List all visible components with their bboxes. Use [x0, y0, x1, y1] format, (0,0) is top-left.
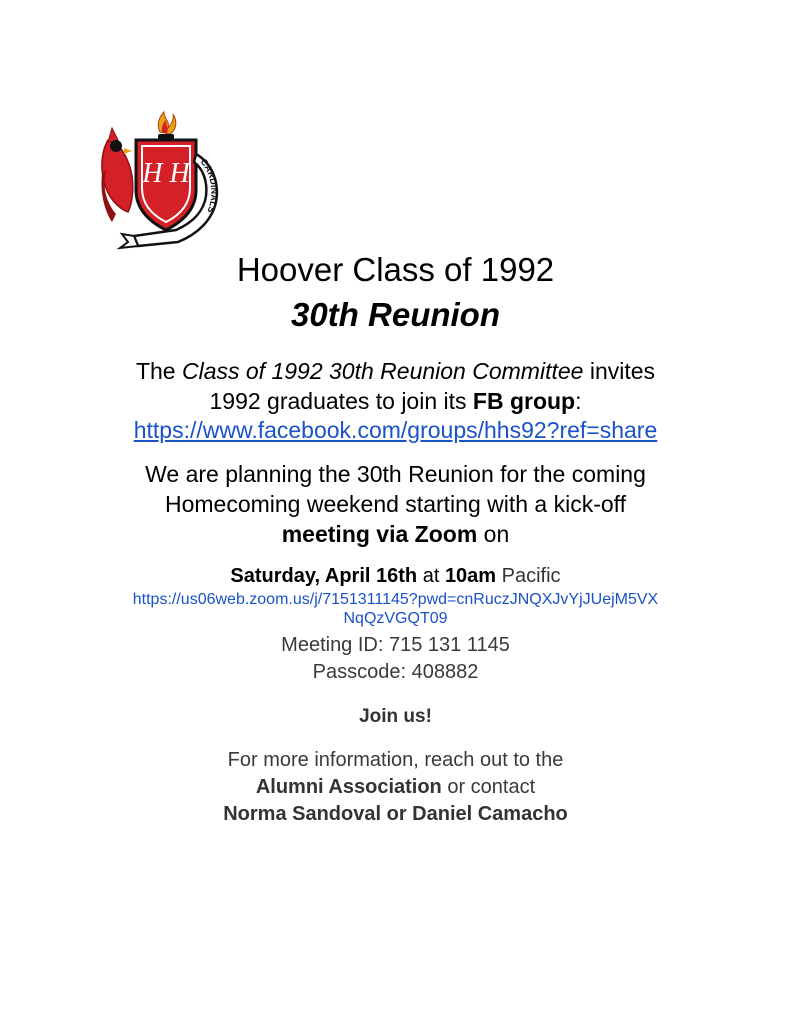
meeting-datetime: Saturday, April 16th at 10am Pacific	[230, 565, 561, 587]
banner-text: CARDINALS	[198, 156, 220, 215]
join-us-text: Join us!	[359, 706, 432, 727]
meeting-passcode: Passcode: 408882	[312, 661, 479, 683]
zoom-meeting-link-continued[interactable]: NqQzVGQT09	[343, 610, 448, 627]
invite-line-2: 1992 graduates to join its FB group:	[209, 388, 582, 414]
planning-line-3: meeting via Zoom on	[281, 521, 510, 547]
cardinal-bird-icon	[101, 128, 132, 222]
facebook-group-link-row	[0, 416, 791, 445]
page-subtitle: 30th Reunion	[290, 296, 500, 333]
facebook-group-link[interactable]: https://www.facebook.com/groups/hhs92?ref=share	[133, 417, 658, 443]
hoover-cardinals-logo	[98, 110, 230, 252]
planning-line-2: Homecoming weekend starting with a kick-off	[164, 491, 627, 517]
planning-line-1: We are planning the 30th Reunion for the coming	[145, 461, 646, 487]
meeting-id: Meeting ID: 715 131 1145	[281, 634, 510, 656]
invite-line-1: The Class of 1992 30th Reunion Committee invites	[135, 358, 656, 384]
shield-letters: H H	[142, 158, 190, 189]
page-title: Hoover Class of 1992	[236, 251, 555, 288]
zoom-meeting-link[interactable]: https://us06web.zoom.us/j/7151311145?pwd=cnRuczJNQXJvYjJUejM5VX	[132, 591, 659, 608]
zoom-link-row-2	[0, 609, 791, 629]
contact-names: Norma Sandoval or Daniel Camacho	[223, 803, 568, 825]
shield-icon	[136, 140, 196, 230]
contact-line-1: For more information, reach out to the	[227, 749, 564, 771]
contact-line-2: Alumni Association or contact	[255, 776, 536, 798]
torch-icon	[158, 112, 176, 140]
zoom-link-row-1	[0, 590, 791, 610]
